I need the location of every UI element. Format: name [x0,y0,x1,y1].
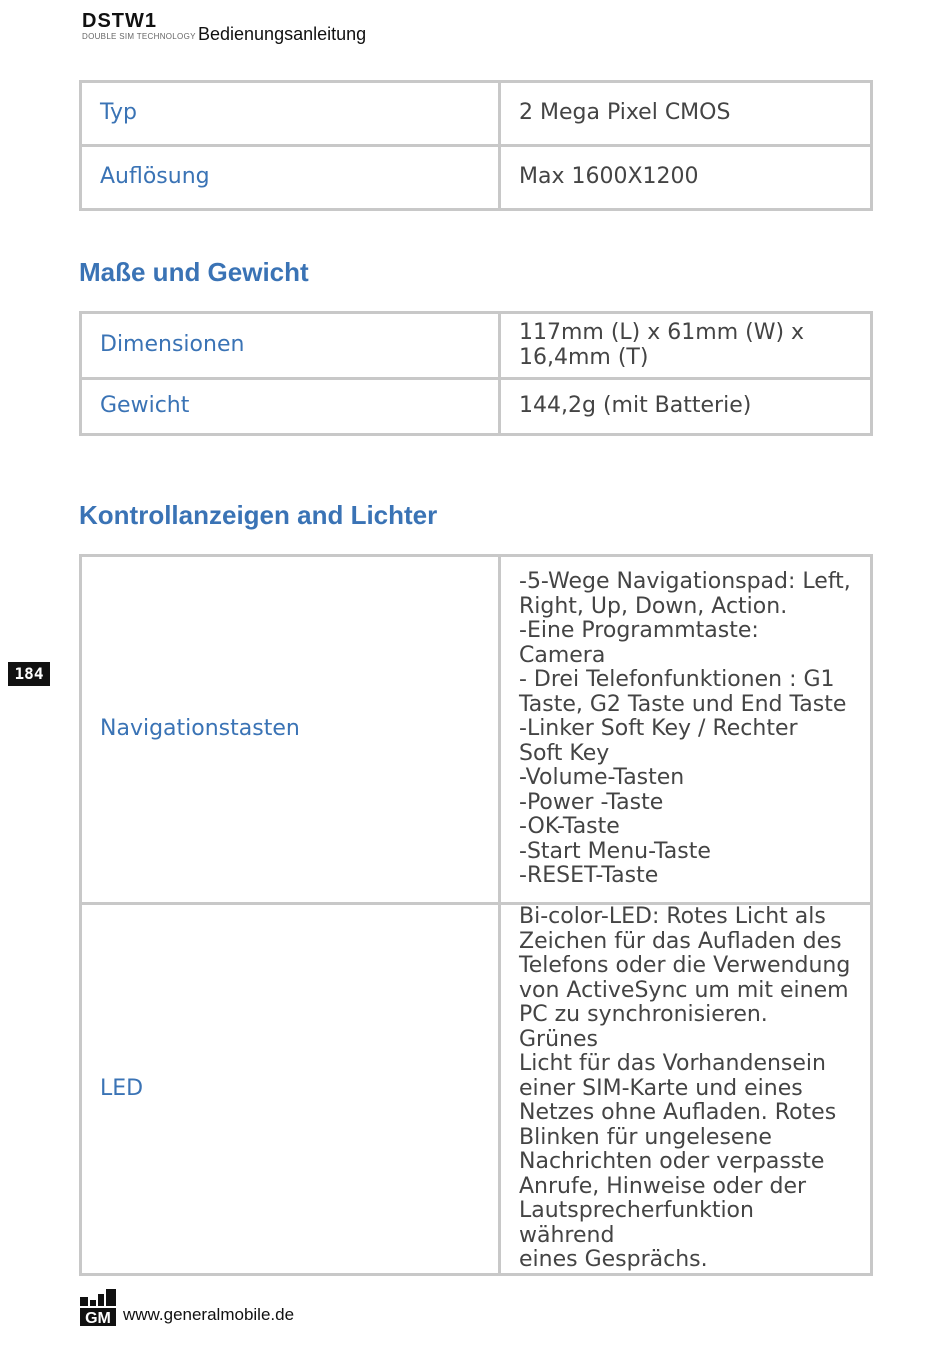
spec-label: Dimensionen [81,313,500,379]
spec-line: -Linker Soft Key / Rechter [519,716,798,742]
website-url[interactable]: www.generalmobile.de [123,1305,295,1324]
table-row [81,146,872,210]
spec-value: Max 1600X1200 [500,146,872,210]
spec-value [500,904,872,1275]
spec-line: -Eine Programmtaste: Camera [519,618,759,668]
spec-line: Nachrichten oder verpasste [519,1149,825,1174]
controls-spec-table [79,554,873,1276]
spec-line: Taste, G2 Taste und End Taste [519,691,847,717]
spec-label: LED [81,904,500,1275]
gm-logo-icon [79,1287,117,1327]
table-row [81,82,872,146]
dimensions-spec-table [79,311,873,436]
spec-line: von ActiveSync um mit einem [519,977,849,1003]
table-row [81,904,872,1275]
spec-line: -RESET-Taste [519,863,659,889]
spec-line: einer SIM-Karte und eines [519,1075,803,1101]
camera-spec-table [79,80,873,211]
spec-line: Telefons oder die Verwendung [519,953,851,978]
spec-label: Gewicht [81,379,500,435]
spec-line: Bi-color-LED: Rotes Licht als [519,904,826,929]
spec-line: Zeichen für das Aufladen des [519,928,842,954]
spec-label: Auflösung [81,146,500,210]
spec-line: -Power -Taste [519,789,664,815]
spec-line: PC zu synchronisieren. Grünes [519,1002,768,1052]
spec-line: - Drei Telefonfunktionen : G1 [519,667,835,693]
spec-line: Anrufe, Hinweise oder der [519,1173,807,1199]
gm-logo-text: GM [85,1310,111,1327]
spec-line: -OK-Taste [519,814,620,840]
section-heading-controls: Kontrollanzeigen and Lichter [79,500,438,530]
spec-line: -Volume-Tasten [519,765,685,791]
spec-line: Right, Up, Down, Action. [519,593,788,619]
spec-line: -Start Menu-Taste [519,838,711,864]
dstw1-logo: DSTW1 [82,10,157,32]
spec-line: Netzes ohne Aufladen. Rotes [519,1100,837,1125]
logo-subtitle: DOUBLE SIM TECHNOLOGY [82,32,196,41]
spec-line: Blinken für ungelesene [519,1124,772,1150]
document-title: Bedienungsanleitung [198,24,367,44]
spec-label: Typ [81,82,500,146]
spec-line: -5-Wege Navigationspad: Left, [519,569,851,595]
spec-label: Navigationstasten [81,556,500,904]
spec-line: Lautsprecherfunktion während [519,1198,754,1248]
table-row [81,379,872,435]
spec-value: 117mm (L) x 61mm (W) x 16,4mm (T) [500,313,872,379]
table-row [81,313,872,379]
spec-value [500,556,872,904]
spec-line: eines Gesprächs. [519,1247,708,1272]
page-number: 184 [8,662,50,686]
spec-value: 2 Mega Pixel CMOS [500,82,872,146]
spec-value: 144,2g (mit Batterie) [500,379,872,435]
section-heading-dimensions: Maße und Gewicht [79,257,309,287]
table-row [81,556,872,904]
spec-line: Licht für das Vorhandensein [519,1051,826,1076]
spec-line: Soft Key [519,740,610,766]
